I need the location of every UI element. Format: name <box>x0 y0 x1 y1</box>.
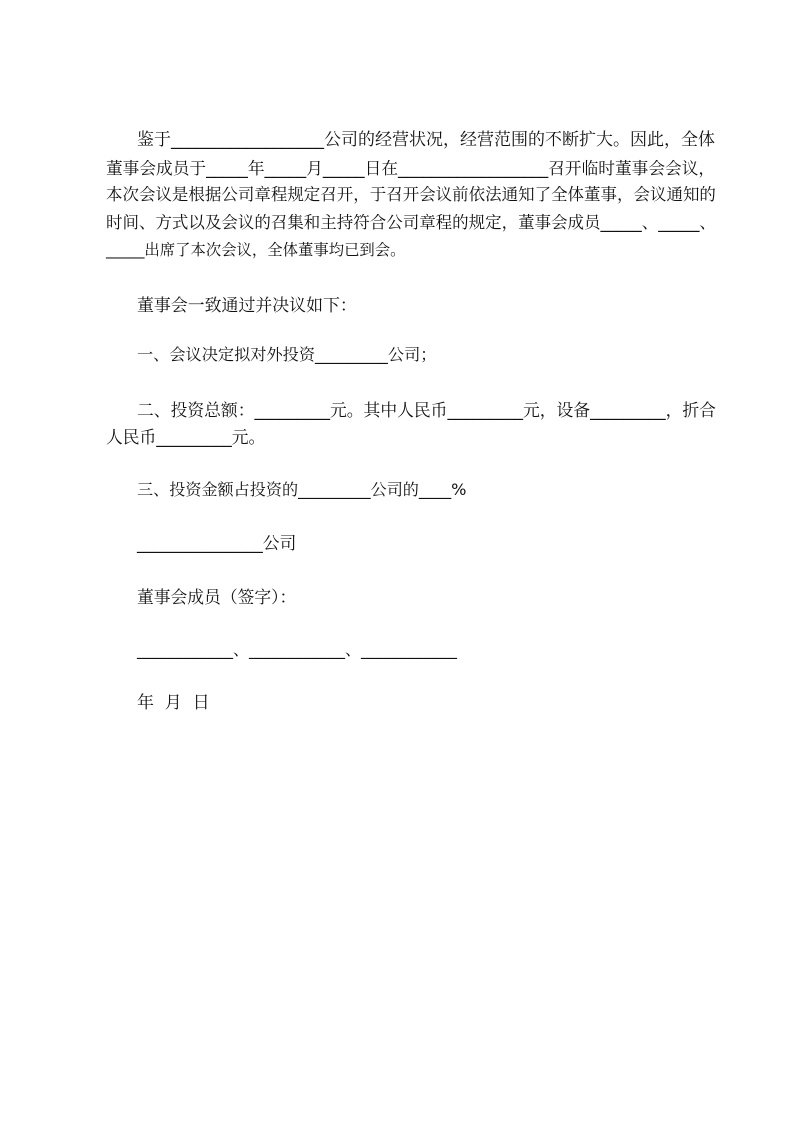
signature-blanks: ____________、____________、____________ <box>137 640 458 659</box>
intro-line-4: 时间、方式以及会议的召集和主持符合公司章程的规定，董事会成员_____、_____、 <box>106 213 716 232</box>
intro-line-5: _____出席了本次会议，全体董事均已到会。 <box>106 241 406 259</box>
date-line: 年 月 日 <box>137 693 210 713</box>
resolution-intro: 董事会一致通过并决议如下： <box>137 295 357 315</box>
intro-line-2: 董事会成员于_____年_____月_____日在__________________召开临时董事会会议， <box>106 158 716 178</box>
signature-label: 董事会成员（签字）： <box>137 587 297 607</box>
resolution-item-1: 一、会议决定拟对外投资_________公司； <box>137 345 437 364</box>
resolution-item-2-line-1: 二、投资总额：_________元。其中人民币_________元，设备_________，折合 <box>137 400 716 420</box>
resolution-item-3: 三、投资金额占投资的_________公司的____% <box>137 480 467 499</box>
intro-line-1: 鉴于__________________公司的经营状况，经营范围的不断扩大。因此，全体 <box>137 130 715 150</box>
resolution-item-2-line-2: 人民币_________元。 <box>106 427 266 447</box>
intro-line-3: 本次会议是根据公司章程规定召开，于召开会议前依法通知了全体董事，会议通知的 <box>106 185 716 204</box>
company-name-line: _______________公司 <box>137 533 297 553</box>
